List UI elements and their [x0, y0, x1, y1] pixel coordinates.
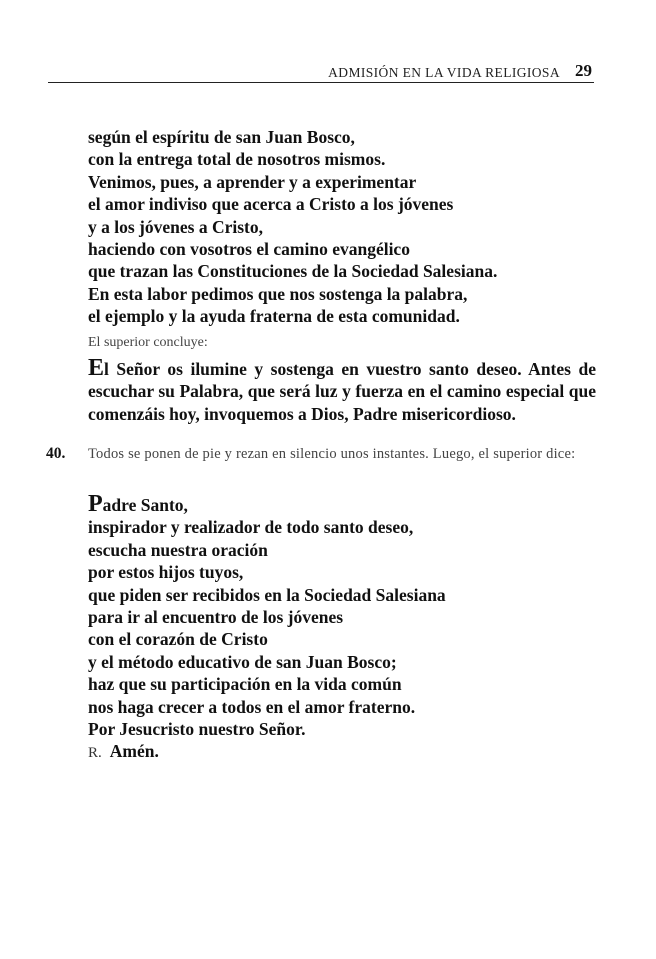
prayer-line: Por Jesucristo nuestro Señor. [88, 719, 306, 740]
verse-line: el ejemplo y la ayuda fraterna de esta comunidad. [88, 306, 460, 327]
superior-address [88, 355, 596, 425]
verse-line: y a los jóvenes a Cristo, [88, 216, 263, 237]
superior-address-text: l Señor os ilumine y sostenga en vuestro santo deseo. Antes de escuchar su Palabra, que será luz y fuerza en el camino especial que comenzáis hoy, invoquemos a Dios, Padre misericordioso. [88, 359, 596, 424]
prayer-line: que piden ser recibidos en la Sociedad Salesiana [88, 584, 446, 605]
prayer-line: nos haga crecer a todos en el amor fraterno. [88, 696, 416, 717]
verse-line: Venimos, pues, a aprender y a experimentar [88, 171, 417, 192]
prayer-line: y el método educativo de san Juan Bosco; [88, 651, 397, 672]
response-mark: R. [88, 745, 102, 761]
top-verse [88, 126, 596, 328]
page-number: 29 [575, 61, 592, 80]
prayer-line: para ir al encuentro de los jóvenes [88, 607, 344, 628]
running-header [48, 60, 594, 83]
prayer [88, 491, 596, 740]
prayer-line: inspirador y realizador de todo santo deseo, [88, 517, 414, 538]
section-40-rubric: Todos se ponen de pie y rezan en silencio unos instantes. Luego, el superior dice: [88, 446, 576, 462]
drop-initial: P [88, 491, 103, 517]
superior-rubric: El superior concluye: [88, 335, 208, 350]
verse-line: En esta labor pedimos que nos sostenga la palabra, [88, 283, 468, 304]
paragraph-number: 40. [46, 445, 66, 462]
prayer-line: con el corazón de Cristo [88, 629, 268, 650]
prayer-first-line-rest: adre Santo, [102, 495, 188, 515]
verse-line: haciendo con vosotros el camino evangélico [88, 239, 410, 260]
response-text: Amén. [109, 741, 159, 761]
drop-initial: E [88, 355, 105, 381]
response [88, 741, 596, 762]
verse-line: que trazan las Constituciones de la Sociedad Salesiana. [88, 261, 498, 282]
verse-line: con la entrega total de nosotros mismos. [88, 149, 386, 170]
running-title: ADMISIÓN EN LA VIDA RELIGIOSA [328, 65, 560, 80]
prayer-first-line [88, 491, 596, 517]
verse-line: el amor indiviso que acerca a Cristo a los jóvenes [88, 194, 454, 215]
prayer-line: haz que su participación en la vida común [88, 674, 402, 695]
prayer-line: escucha nuestra oración [88, 539, 268, 560]
verse-line: según el espíritu de san Juan Bosco, [88, 127, 355, 147]
prayer-line: por estos hijos tuyos, [88, 562, 244, 583]
